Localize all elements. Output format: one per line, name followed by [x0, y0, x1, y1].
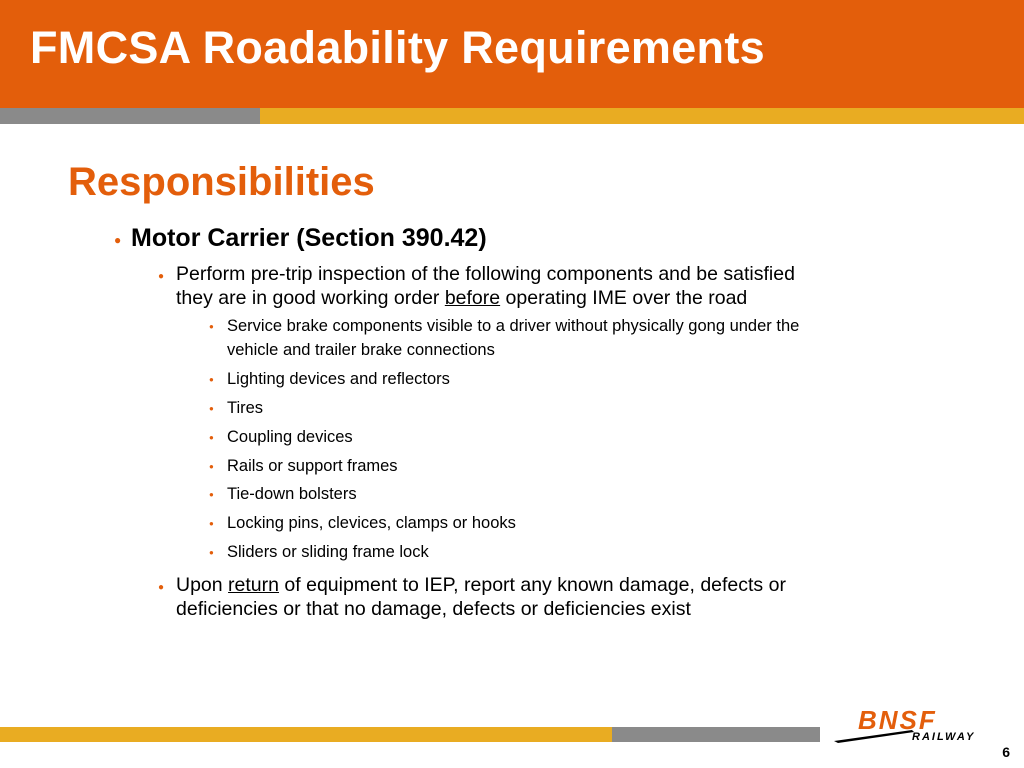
- pretrip-line-2-start: they are in good working order: [176, 287, 445, 309]
- bullet-icon: ●: [209, 519, 214, 528]
- pretrip-line-2-end: operating IME over the road: [500, 287, 748, 309]
- motor-carrier-heading: Motor Carrier (Section 390.42): [131, 224, 487, 252]
- bullet-icon: ●: [209, 548, 214, 557]
- underlined-return: return: [228, 574, 279, 596]
- logo-wordmark: BNSF: [858, 705, 937, 735]
- bullet-icon: ●: [209, 375, 214, 384]
- header-gold-stripe: [260, 108, 1024, 124]
- pretrip-line-1: Perform pre-trip inspection of the following components and be satisfied: [176, 263, 795, 285]
- logo-swoosh-icon: [834, 729, 914, 743]
- bullet-icon: ●: [209, 462, 214, 471]
- return-line-2: deficiencies or that no damage, defects or deficiencies exist: [176, 598, 691, 620]
- return-line-1: [176, 573, 786, 597]
- footer-gold-stripe: [0, 727, 612, 742]
- component-service-brake-line-1: Service brake components visible to a driver without physically gong under the: [227, 317, 800, 335]
- component-item: Locking pins, clevices, clamps or hooks: [227, 514, 516, 532]
- bullet-icon: ●: [209, 433, 214, 442]
- bnsf-logo: [834, 705, 1009, 745]
- bullet-icon: ●: [209, 322, 214, 331]
- component-item: Sliders or sliding frame lock: [227, 543, 429, 561]
- section-heading: Responsibilities: [68, 160, 375, 204]
- bullet-icon: ●: [114, 233, 122, 247]
- component-item: Tie-down bolsters: [227, 485, 357, 503]
- page-number: 6: [1002, 744, 1010, 760]
- bullet-icon: ●: [209, 490, 214, 499]
- slide-title: FMCSA Roadability Requirements: [30, 22, 765, 73]
- header-gray-stripe: [0, 108, 260, 124]
- underlined-before: before: [444, 287, 501, 309]
- component-item: Rails or support frames: [227, 457, 398, 475]
- logo-railway-text: RAILWAY: [912, 731, 976, 743]
- bullet-icon: ●: [158, 582, 165, 593]
- component-service-brake-line-2: vehicle and trailer brake connections: [227, 341, 495, 359]
- component-item: Coupling devices: [227, 428, 353, 446]
- bullet-icon: ●: [209, 404, 214, 413]
- pretrip-line-2: [176, 286, 747, 310]
- footer-gray-stripe: [612, 727, 820, 742]
- component-item: Lighting devices and reflectors: [227, 370, 450, 388]
- return-line-1-start: Upon: [176, 574, 229, 596]
- component-item: Tires: [227, 399, 264, 417]
- bullet-icon: ●: [158, 271, 165, 282]
- title-bar: [0, 0, 1024, 108]
- return-line-1-end: of equipment to IEP, report any known damage, defects or: [279, 574, 786, 596]
